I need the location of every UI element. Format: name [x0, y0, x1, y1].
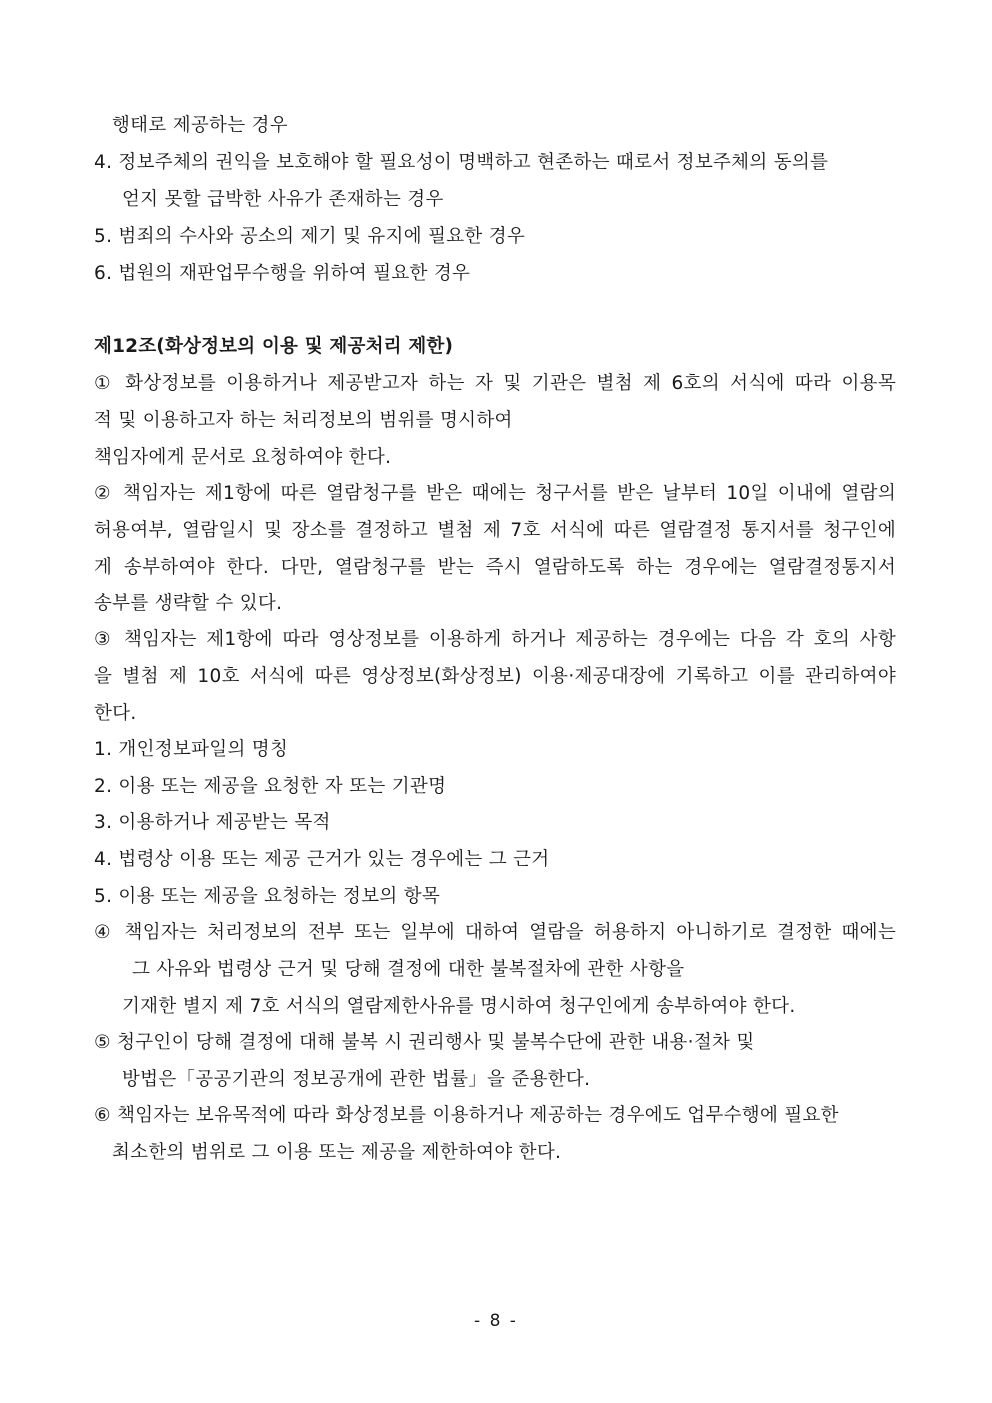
list-item: 5. 이용 또는 제공을 요청하는 정보의 항목	[94, 886, 441, 907]
article-heading: 제12조(화상정보의 이용 및 제공처리 제한)	[94, 336, 454, 357]
paragraph-4-line: 그 사유와 법령상 근거 및 당해 결정에 대한 불복절차에 관한 사항을	[132, 959, 685, 980]
paragraph-5-line: 방법은「공공기관의 정보공개에 관한 법률」을 준용한다.	[122, 1069, 591, 1090]
paragraph-1-line: 책임자에게 문서로 요청하여야 한다.	[94, 447, 392, 468]
text-line: 얻지 못할 급박한 사유가 존재하는 경우	[122, 189, 444, 210]
paragraph-6-line: 최소한의 범위로 그 이용 또는 제공을 제한하여야 한다.	[112, 1142, 562, 1163]
list-item-6: 6. 법원의 재판업무수행을 위하여 필요한 경우	[94, 263, 471, 284]
paragraph-3-line: 한다.	[94, 703, 137, 724]
page-number: - 8 -	[474, 1311, 518, 1331]
paragraph-3-line: ③ 책임자는 제1항에 따라 영상정보를 이용하게 하거나 제공하는 경우에는 다음 각 호의 사항	[94, 629, 896, 650]
paragraph-4-line: ④ 책임자는 처리정보의 전부 또는 일부에 대하여 열람을 허용하지 아니하기로 결정한 때에는	[94, 922, 896, 943]
list-item: 2. 이용 또는 제공을 요청한 자 또는 기관명	[94, 776, 447, 797]
text-line: 행태로 제공하는 경우	[112, 115, 288, 136]
paragraph-2-line: 게 송부하여야 한다. 다만, 열람청구를 받는 즉시 열람하도록 하는 경우에는 열람결정통지서	[94, 557, 896, 578]
paragraph-4-line: 기재한 별지 제 7호 서식의 열람제한사유를 명시하여 청구인에게 송부하여야 한다.	[122, 996, 796, 1017]
list-item: 1. 개인정보파일의 명칭	[94, 739, 289, 760]
paragraph-2-line: 송부를 생략할 수 있다.	[94, 593, 283, 614]
paragraph-3-line: 을 별첨 제 10호 서식에 따른 영상정보(화상정보) 이용·제공대장에 기록하고 이를 관리하여야	[94, 666, 896, 687]
paragraph-2-line: 허용여부, 열람일시 및 장소를 결정하고 별첨 제 7호 서식에 따른 열람결정 통지서를 청구인에	[94, 520, 896, 541]
list-item: 4. 법령상 이용 또는 제공 근거가 있는 경우에는 그 근거	[94, 849, 550, 870]
list-item: 3. 이용하거나 제공받는 목적	[94, 812, 331, 833]
paragraph-2-line: ② 책임자는 제1항에 따른 열람청구를 받은 때에는 청구서를 받은 날부터 10일 이내에 열람의	[94, 483, 896, 504]
paragraph-6-line: ⑥ 책임자는 보유목적에 따라 화상정보를 이용하거나 제공하는 경우에도 업무수행에 필요한	[94, 1105, 839, 1126]
paragraph-5-line: ⑤ 청구인이 당해 결정에 대해 불복 시 권리행사 및 불복수단에 관한 내용·절차 및	[94, 1032, 755, 1053]
list-item-5: 5. 범죄의 수사와 공소의 제기 및 유지에 필요한 경우	[94, 226, 526, 247]
list-item-4: 4. 정보주체의 권익을 보호해야 할 필요성이 명백하고 현존하는 때로서 정보주체의 동의를	[94, 152, 829, 173]
paragraph-1-line: ① 화상정보를 이용하거나 제공받고자 하는 자 및 기관은 별첨 제 6호의 서식에 따라 이용목	[94, 373, 896, 394]
paragraph-1-line: 적 및 이용하고자 하는 처리정보의 범위를 명시하여	[94, 410, 513, 431]
